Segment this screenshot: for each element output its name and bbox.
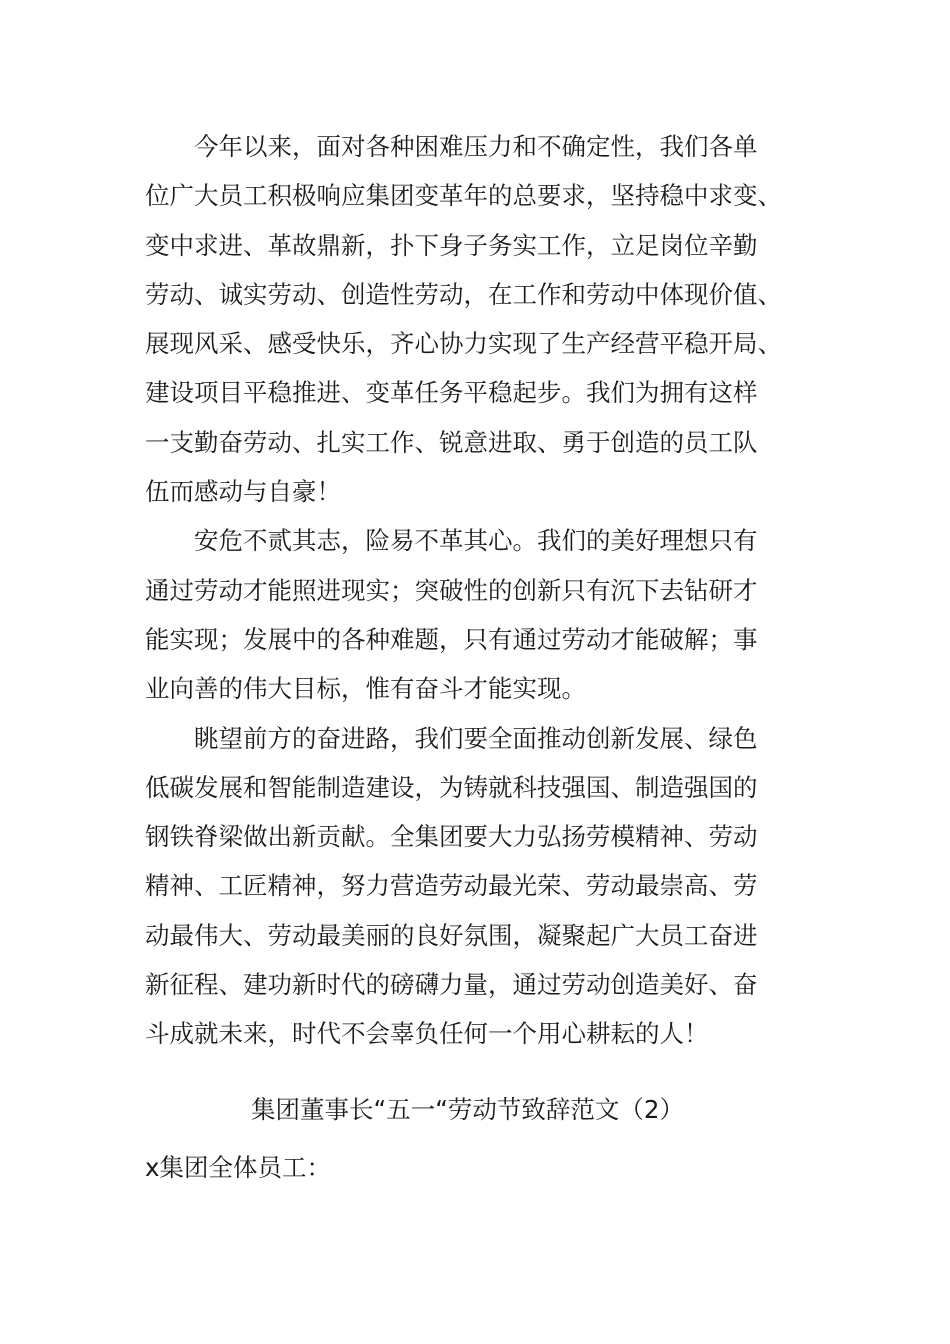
document-body	[145, 122, 790, 1059]
text-line: 钢铁脊梁做出新贡献。全集团要大力弘扬劳模精神、劳动	[145, 822, 758, 852]
salutation: x集团全体员工：	[145, 1153, 331, 1182]
paragraph-1	[145, 122, 790, 516]
section-title: 集团董事长“五一“劳动节致辞范文（2）	[251, 1095, 684, 1124]
text-line: 伍而感动与自豪！	[145, 477, 341, 507]
text-line: 动最伟大、劳动最美丽的良好氛围，凝聚起广大员工奋进	[145, 920, 758, 950]
text-line: 位广大员工积极响应集团变革年的总要求，坚持稳中求变、	[145, 181, 782, 211]
text-line: 一支勤奋劳动、扎实工作、锐意进取、勇于创造的员工队	[145, 427, 758, 457]
text-line: 能实现；发展中的各种难题，只有通过劳动才能破解；事	[145, 624, 758, 654]
text-line: 通过劳动才能照进现实；突破性的创新只有沉下去钻研才	[145, 575, 758, 605]
text-line: 精神、工匠精神，努力营造劳动最光荣、劳动最崇高、劳	[145, 871, 758, 901]
text-line: 今年以来，面对各种困难压力和不确定性，我们各单	[194, 132, 758, 161]
text-line: 低碳发展和智能制造建设，为铸就科技强国、制造强国的	[145, 772, 758, 802]
text-line: 变中求进、革故鼎新，扑下身子务实工作，立足岗位辛勤	[145, 230, 758, 260]
text-line: 建设项目平稳推进、变革任务平稳起步。我们为拥有这样	[145, 378, 758, 408]
text-line: 业向善的伟大目标，惟有奋斗才能实现。	[145, 674, 586, 704]
paragraph-3	[145, 714, 790, 1059]
text-line: 眺望前方的奋进路，我们要全面推动创新发展、绿色	[194, 723, 758, 753]
text-line: 斗成就未来，时代不会辜负任何一个用心耕耘的人！	[145, 1019, 709, 1049]
text-line: 新征程、建功新时代的磅礴力量，通过劳动创造美好、奋	[145, 970, 758, 1000]
text-line: 劳动、诚实劳动、创造性劳动，在工作和劳动中体现价值、	[145, 279, 782, 309]
text-line: 展现风采、感受快乐，齐心协力实现了生产经营平稳开局、	[145, 329, 782, 359]
paragraph-2	[145, 516, 790, 713]
text-line: 安危不贰其志，险易不革其心。我们的美好理想只有	[194, 526, 758, 556]
